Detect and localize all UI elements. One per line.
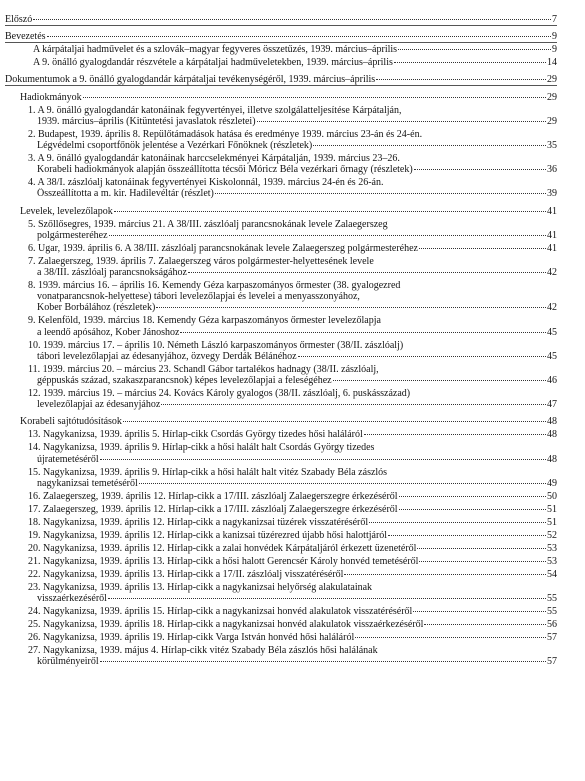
toc-entry-text: 10. 1939. március 17. – április 10. Németh László karpaszományos őrmester (38/II. zászlóalj) [28, 339, 404, 351]
toc-page-number: 49 [547, 477, 557, 489]
toc-page-number: 54 [547, 568, 557, 580]
toc-entry-title: géppuskás század, szakaszparancsnok) képes levelezőlapjai a feleségéhez [37, 375, 332, 386]
toc-page-number: 57 [547, 632, 557, 643]
toc-page-number: 29 [547, 115, 557, 127]
leader-dots [188, 271, 546, 273]
toc-entry-text: 12. 1939. március 19. – március 24. Kovács Károly gyalogos (38/II. zászlóalj, 6. puskásszázad) [28, 388, 411, 399]
toc-page-number: 57 [547, 656, 557, 668]
toc-entry[interactable] [28, 569, 557, 580]
toc-entry[interactable] [20, 416, 557, 427]
toc-entry[interactable] [5, 14, 557, 26]
toc-page-number: 42 [547, 302, 557, 314]
toc-page-number: 55 [547, 606, 557, 617]
toc-entry[interactable] [37, 267, 557, 278]
toc-page-number: 35 [547, 140, 557, 151]
toc-page-number: 55 [547, 593, 557, 604]
leader-dots [414, 168, 546, 170]
toc-entry[interactable] [37, 593, 557, 604]
toc-entry[interactable] [37, 656, 557, 667]
toc-page-number: 45 [547, 350, 557, 362]
leader-dots [33, 18, 551, 20]
toc-entry-text: 2. Budapest, 1939. április 8. Repülőtámadások hatása és eredménye 1939. március 23-án és 24-én. [28, 128, 423, 140]
toc-entry[interactable] [28, 504, 557, 515]
toc-entry-text: 14. Nagykanizsa, 1939. április 9. Hírlap-cikk a hősi halált halt Csordás György tizedes [28, 442, 375, 454]
toc-entry[interactable] [37, 399, 557, 410]
toc-page-number: 9 [552, 44, 557, 56]
toc-page-number: 45 [547, 326, 557, 338]
toc-page-number: 41 [547, 242, 557, 254]
toc-entry-title: nagykanizsai temetéséről [37, 477, 138, 489]
toc-entry[interactable] [37, 351, 557, 362]
leader-dots [344, 573, 546, 575]
toc-page-number: 48 [547, 429, 557, 441]
toc-entry-title: 21. Nagykanizsa, 1939. április 13. Hírlap-cikk a hősi halott Gerencsér Károly honvéd temetéséről [28, 555, 419, 567]
toc-entry-title: Összeállította a m. kir. Hadilevéltár (részlet) [37, 188, 214, 200]
toc-entry-text: 1. A 9. önálló gyalogdandár katonáinak fegyvertényei, illetve szolgálatteljesítése Kárpátalján, [28, 104, 402, 116]
toc-entry-text: 8. 1939. március 16. – április 16. Kemendy Géza karpaszományos őrmester (38. gyalogezred [28, 280, 401, 291]
toc-page-number: 52 [547, 529, 557, 541]
toc-page-number: 53 [547, 555, 557, 567]
toc-entry[interactable] [20, 92, 557, 103]
toc-entry[interactable] [37, 478, 557, 489]
leader-dots [419, 560, 546, 562]
toc-entry-title: polgármesteréhez [37, 229, 108, 241]
toc-entry-title: 20. Nagykanizsa, 1939. április 12. Hírlap-cikk a zalai honvédek Kárpátaljáról érkezett üzenetéről [28, 542, 417, 554]
leader-dots [388, 534, 546, 536]
toc-page-number: 41 [547, 205, 557, 217]
leader-dots [369, 521, 546, 523]
leader-dots [109, 234, 546, 236]
toc-page-number: 46 [547, 375, 557, 386]
toc-entry-title: 26. Nagykanizsa, 1939. április 19. Hírlap-cikk Varga István honvéd hősi haláláról [28, 632, 355, 643]
toc-entry-title: Korabeli hadiokmányok alapján összeállította técsői Móricz Béla vezérkari őrnagy (részletek) [37, 164, 413, 176]
toc-entry[interactable] [37, 230, 557, 241]
toc-entry-title: Előszó [5, 14, 33, 25]
toc-page-number: 53 [547, 542, 557, 554]
leader-dots [399, 508, 546, 510]
toc-entry[interactable] [33, 44, 557, 55]
toc-entry[interactable] [37, 140, 557, 151]
toc-entry[interactable] [37, 302, 557, 313]
toc-entry[interactable] [28, 530, 557, 541]
leader-dots [313, 144, 546, 146]
toc-page-number: 7 [552, 14, 557, 25]
toc-entry-title: Hadiokmányok [20, 91, 82, 103]
toc-page-number: 41 [547, 229, 557, 241]
leader-dots [180, 331, 546, 333]
leader-dots [215, 192, 546, 194]
leader-dots [398, 48, 551, 50]
toc-entry-title: A kárpátaljai hadművelet és a szlovák–magyar fegyveres összetűzés, 1939. március–április [33, 44, 398, 56]
toc-page-number: 42 [547, 267, 557, 278]
toc-entry-title: 6. Ugar, 1939. április 6. A 38/III. zászlóalj parancsnokának levele Zalaegerszeg polgármesteréhez [28, 242, 418, 254]
toc-entry-title: A 9. önálló gyalogdandár részvétele a kárpátaljai hadműveletekben, 1939. március–április [33, 57, 393, 69]
toc-entry-title: a leendő apósához, Kober Jánoshoz [37, 326, 180, 338]
toc-entry-title: Dokumentumok a 9. önálló gyalogdandár kárpátaljai tevékenységéről, 1939. március–április [5, 74, 376, 86]
toc-entry-title: levelezőlapjai az édesanyjához [37, 399, 161, 411]
toc-page-number: 9 [552, 31, 557, 43]
toc-entry-title: 19. Nagykanizsa, 1939. április 12. Hírlap-cikk a kanizsai tüzérezred újabb hősi halottjáról [28, 529, 388, 541]
toc-entry-text: 9. Kelenföld, 1939. március 18. Kemendy Géza karpaszományos őrmester levelezőlapja [28, 315, 381, 327]
leader-dots [298, 355, 546, 357]
toc-page-number: 56 [547, 619, 557, 630]
leader-dots [156, 306, 546, 308]
toc-entry-title: visszaérkezéséről [37, 593, 107, 604]
toc-entry[interactable] [28, 606, 557, 617]
leader-dots [83, 96, 546, 98]
toc-entry-text: 27. Nagykanizsa, 1939. május 4. Hírlap-cikk vitéz Szabady Béla zászlós hősi halálának [28, 645, 378, 656]
toc-entry[interactable] [20, 206, 557, 217]
leader-dots [364, 433, 546, 435]
toc-entry-title: 1939. március–április (Kitüntetési javaslatok részletei) [37, 115, 256, 127]
leader-dots [100, 458, 546, 460]
toc-page-number: 29 [547, 74, 557, 86]
leader-dots [257, 120, 546, 122]
leader-dots [161, 403, 546, 405]
toc-page-number: 39 [547, 188, 557, 200]
leader-dots [355, 636, 546, 638]
toc-entry-text: 4. A 38/I. zászlóalj katonáinak fegyvertényei Kiskolonnál, 1939. március 24-én és 26-án. [28, 177, 384, 189]
toc-entry-title: 25. Nagykanizsa, 1939. április 18. Hírlap-cikk a nagykanizsai honvéd alakulatok visszaérkezéséről [28, 619, 424, 630]
toc-entry-text: vonatparancsnok-helyettese) tábori levelezőlapjai és levelei a menyasszonyához, [37, 291, 360, 303]
leader-dots [424, 623, 546, 625]
toc-entry[interactable] [37, 164, 557, 175]
toc-entry[interactable] [5, 74, 557, 86]
toc-entry[interactable] [28, 619, 557, 630]
toc-entry[interactable] [37, 454, 557, 465]
toc-entry-title: Bevezetés [5, 31, 46, 43]
toc-entry-title: a 38/III. zászlóalj parancsnokságához [37, 267, 187, 278]
toc-entry[interactable] [28, 429, 557, 440]
leader-dots [108, 597, 546, 599]
toc-entry-text: 5. Szőllősegres, 1939. március 21. A 38/III. zászlóalj parancsnokának levele Zalaegerszeg [28, 218, 388, 230]
toc-entry[interactable] [28, 556, 557, 567]
leader-dots [333, 379, 546, 381]
toc-entry-text: 11. 1939. március 20. – március 23. Schandl Gábor tartalékos hadnagy (38/II. zászlóalj, [28, 363, 379, 375]
toc-entry[interactable] [28, 491, 557, 502]
leader-dots [417, 547, 546, 549]
toc-page-number: 48 [547, 416, 557, 428]
leader-dots [100, 660, 546, 662]
toc-page-number: 48 [547, 453, 557, 465]
toc-page-number: 51 [547, 516, 557, 528]
toc-page-number: 47 [547, 399, 557, 411]
leader-dots [114, 210, 546, 212]
leader-dots [139, 482, 546, 484]
toc-entry-title: 16. Zalaegerszeg, 1939. április 12. Hírlap-cikk a 17/III. zászlóalj Zalaegerszegre érkezéséről [28, 490, 398, 502]
toc-entry[interactable] [28, 632, 557, 643]
leader-dots [394, 61, 546, 63]
toc-entry-title: Levelek, levelezőlapok [20, 205, 113, 217]
toc-entry[interactable] [28, 243, 557, 254]
toc-entry[interactable] [28, 543, 557, 554]
leader-dots [419, 247, 546, 249]
toc-entry-title: körülményeiről [37, 656, 99, 668]
toc-entry[interactable] [5, 31, 557, 43]
toc-entry-title: 13. Nagykanizsa, 1939. április 5. Hírlap-cikk Csordás György tizedes hősi haláláról [28, 429, 363, 441]
toc-entry-title: 22. Nagykanizsa, 1939. április 13. Hírlap-cikk a 17/II. zászlóalj visszatéréséről [28, 568, 344, 580]
leader-dots [123, 420, 546, 422]
toc-entry[interactable] [28, 517, 557, 528]
toc-page-number: 50 [547, 490, 557, 502]
toc-entry[interactable] [37, 327, 557, 338]
toc-entry-title: Korabeli sajtótudósítások [20, 416, 122, 428]
toc-entry[interactable] [33, 57, 557, 68]
toc-entry-title: 24. Nagykanizsa, 1939. április 15. Hírlap-cikk a nagykanizsai honvéd alakulatok visszatéréséről [28, 606, 413, 617]
toc-entry-title: újratemetéséről [37, 453, 99, 465]
toc-entry-text: 15. Nagykanizsa, 1939. április 9. Hírlap-cikk a hősi halált halt vitéz Szabady Béla zászlós [28, 466, 388, 478]
leader-dots [47, 35, 551, 37]
toc-entry-text: 23. Nagykanizsa, 1939. április 13. Hírlap-cikk a nagykanizsai helyőrség alakulatainak [28, 581, 373, 593]
toc-page-number: 29 [547, 91, 557, 103]
toc-entry[interactable] [37, 116, 557, 127]
toc-entry-text: 3. A 9. önálló gyalogdandár katonáinak harccselekményei Kárpátalján, 1939. március 23–26. [28, 153, 400, 164]
leader-dots [399, 495, 546, 497]
toc-page-number: 36 [547, 164, 557, 176]
leader-dots [376, 78, 546, 80]
toc-entry[interactable] [37, 375, 557, 386]
toc-entry-title: tábori levelezőlapjai az édesanyjához, özvegy Derdák Bélánéhoz [37, 350, 297, 362]
toc-page-number: 14 [547, 57, 557, 69]
toc-page-number: 51 [547, 503, 557, 515]
toc-entry[interactable] [37, 188, 557, 199]
toc-entry-title: 18. Nagykanizsa, 1939. április 12. Hírlap-cikk a nagykanizsai tüzérek visszatéréséről [28, 516, 369, 528]
toc-entry-title: Légvédelmi csoportfőnök jelentése a Vezérkari Főnöknek (részletek) [37, 140, 313, 151]
leader-dots [413, 610, 546, 612]
toc-entry-title: Kober Borbálához (részletek) [37, 302, 156, 314]
toc-entry-text: 7. Zalaegerszeg, 1939. április 7. Zalaegerszeg város polgármester-helyettesének levele [28, 255, 374, 267]
toc-entry-title: 17. Zalaegerszeg, 1939. április 12. Hírlap-cikk a 17/III. zászlóalj Zalaegerszegre érkezéséről [28, 503, 398, 515]
